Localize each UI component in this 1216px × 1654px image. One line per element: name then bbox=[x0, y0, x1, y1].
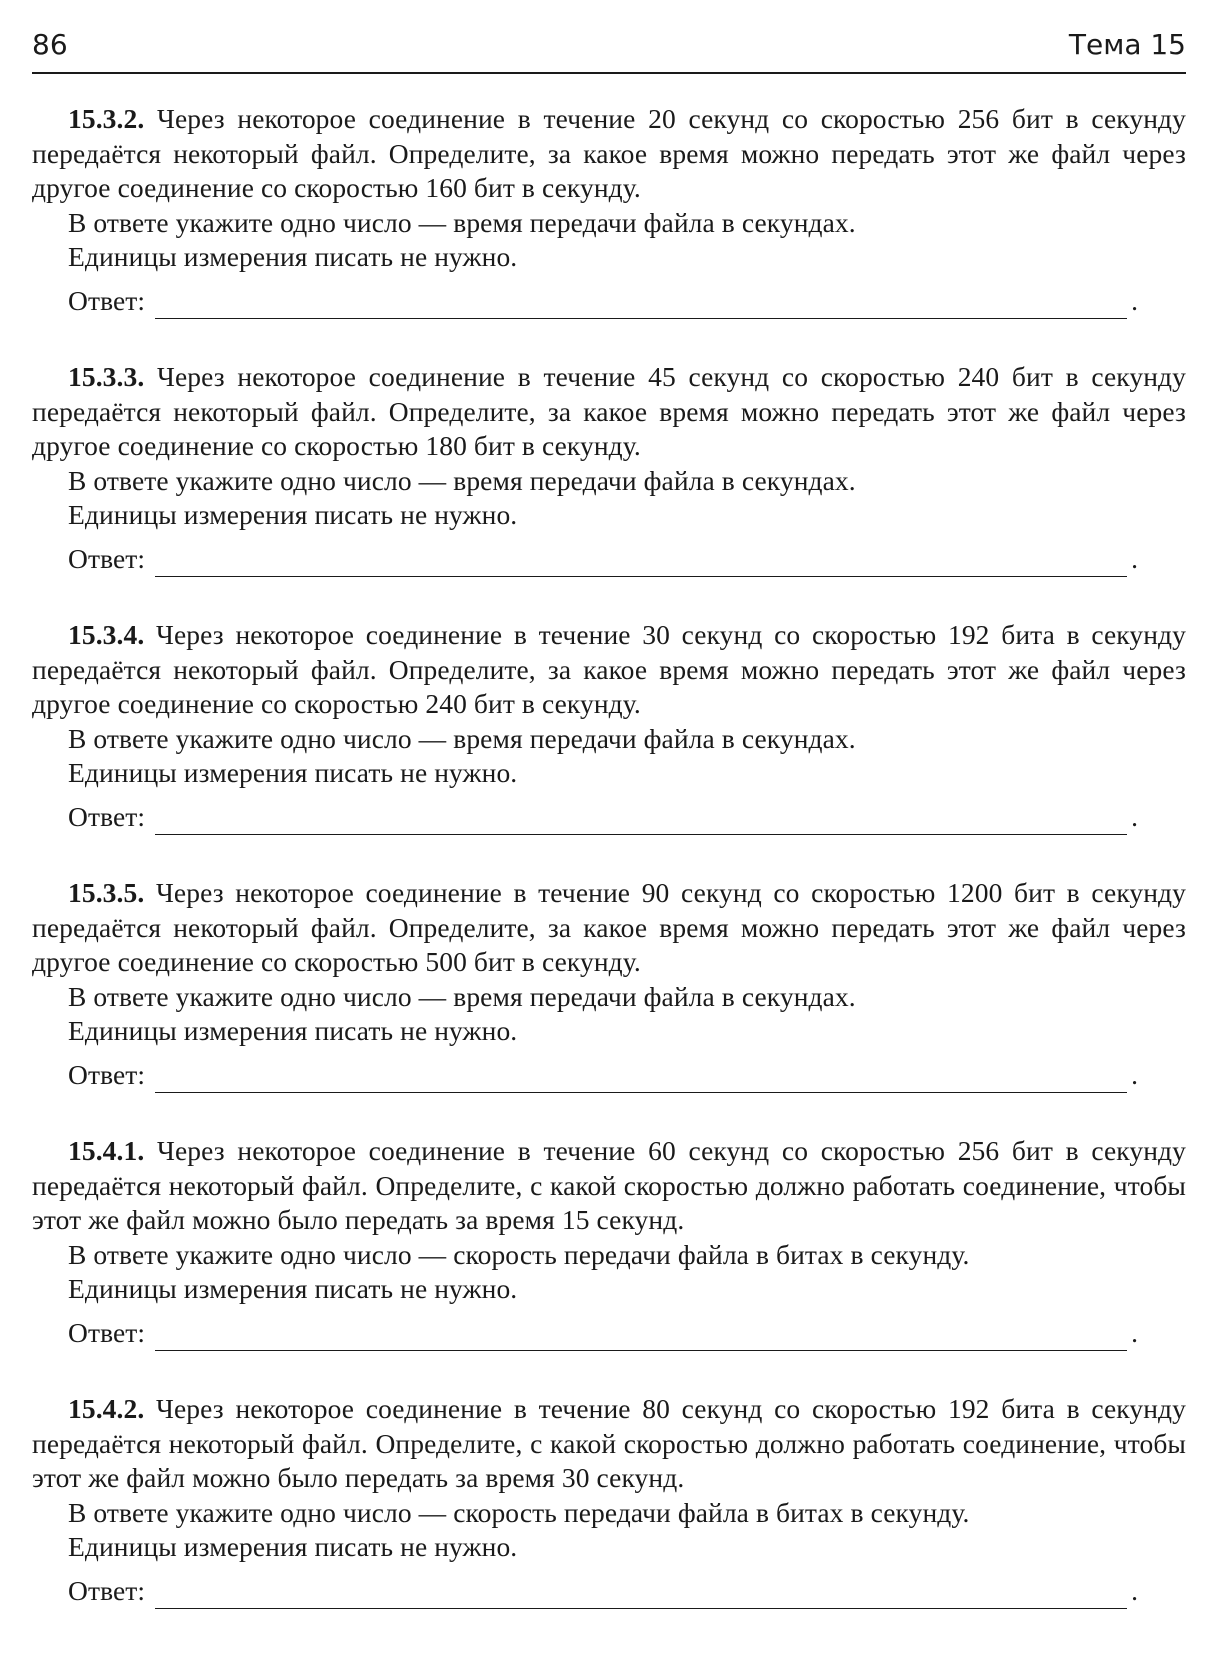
answer-instruction: В ответе укажите одно число — время передачи файла в секундах. bbox=[68, 206, 856, 238]
units-note: Единицы измерения писать не нужно. bbox=[68, 757, 518, 788]
answer-row bbox=[68, 287, 1186, 319]
units-note: Единицы измерения писать не нужно. bbox=[68, 1273, 518, 1304]
problem-15-3-5 bbox=[32, 876, 1186, 1134]
answer-end-dot: . bbox=[1131, 285, 1139, 316]
problem-statement bbox=[32, 618, 1186, 722]
answer-row bbox=[68, 803, 1186, 835]
units-note: Единицы измерения писать не нужно. bbox=[68, 499, 518, 530]
problem-statement bbox=[32, 1392, 1186, 1496]
problem-number: 15.4.2. bbox=[68, 1393, 145, 1424]
units-note: Единицы измерения писать не нужно. bbox=[68, 1015, 518, 1046]
answer-label: Ответ: bbox=[68, 1575, 146, 1606]
answer-instruction: В ответе укажите одно число — скорость передачи файла в битах в секунду. bbox=[68, 1238, 970, 1270]
problem-list bbox=[32, 102, 1186, 1650]
problem-number: 15.4.1. bbox=[68, 1135, 145, 1166]
answer-row bbox=[68, 1319, 1186, 1351]
problem-15-4-2 bbox=[32, 1392, 1186, 1650]
units-note: Единицы измерения писать не нужно. bbox=[68, 1531, 518, 1562]
answer-end-dot: . bbox=[1131, 1059, 1139, 1090]
answer-field[interactable] bbox=[155, 292, 1127, 319]
answer-row bbox=[68, 545, 1186, 577]
answer-instruction: В ответе укажите одно число — время передачи файла в секундах. bbox=[68, 980, 856, 1012]
answer-field[interactable] bbox=[155, 808, 1127, 835]
answer-field[interactable] bbox=[155, 1582, 1127, 1609]
page-number: 86 bbox=[32, 28, 68, 61]
answer-field[interactable] bbox=[155, 1066, 1127, 1093]
answer-instruction: В ответе укажите одно число — время передачи файла в секундах. bbox=[68, 464, 856, 496]
answer-end-dot: . bbox=[1131, 1575, 1139, 1606]
answer-label: Ответ: bbox=[68, 1317, 146, 1348]
problem-number: 15.3.5. bbox=[68, 877, 145, 908]
problem-statement bbox=[32, 360, 1186, 464]
problem-text: Через некоторое соединение в течение 60 секунд со скоростью 256 бит в секунду передаётся некоторый файл. Определите, с какой скоростью должно работать соединение, чтобы этот же файл можно было передать за время 15 секунд. bbox=[32, 1135, 1186, 1235]
problem-number: 15.3.4. bbox=[68, 619, 145, 650]
answer-label: Ответ: bbox=[68, 543, 146, 574]
answer-row bbox=[68, 1061, 1186, 1093]
answer-end-dot: . bbox=[1131, 543, 1139, 574]
problem-text: Через некоторое соединение в течение 80 секунд со скоростью 192 бита в секунду передаётся некоторый файл. Определите, с какой скоростью должно работать соединение, чтобы этот же файл можно было передать за время 30 секунд. bbox=[32, 1393, 1186, 1493]
answer-end-dot: . bbox=[1131, 801, 1139, 832]
answer-label: Ответ: bbox=[68, 1059, 146, 1090]
answer-field[interactable] bbox=[155, 550, 1127, 577]
page-header bbox=[32, 20, 1186, 74]
units-note: Единицы измерения писать не нужно. bbox=[68, 241, 518, 272]
problem-text: Через некоторое соединение в течение 20 секунд со скоростью 256 бит в секунду передаётся некоторый файл. Определите, за какое время можно передать этот же файл через другое соединение со скоростью 160 бит в секунду. bbox=[32, 103, 1186, 203]
answer-instruction: В ответе укажите одно число — скорость передачи файла в битах в секунду. bbox=[68, 1496, 970, 1528]
answer-label: Ответ: bbox=[68, 801, 146, 832]
answer-row bbox=[68, 1577, 1186, 1609]
answer-instruction: В ответе укажите одно число — время передачи файла в секундах. bbox=[68, 722, 856, 754]
problem-15-4-1 bbox=[32, 1134, 1186, 1392]
problem-statement bbox=[32, 102, 1186, 206]
problem-15-3-2 bbox=[32, 102, 1186, 360]
answer-label: Ответ: bbox=[68, 285, 146, 316]
problem-number: 15.3.2. bbox=[68, 103, 145, 134]
problem-number: 15.3.3. bbox=[68, 361, 145, 392]
answer-field[interactable] bbox=[155, 1324, 1127, 1351]
problem-text: Через некоторое соединение в течение 45 секунд со скоростью 240 бит в секунду передаётся некоторый файл. Определите, за какое время можно передать этот же файл через другое соединение со скоростью 180 бит в секунду. bbox=[32, 361, 1186, 461]
problem-statement bbox=[32, 876, 1186, 980]
problem-text: Через некоторое соединение в течение 90 секунд со скоростью 1200 бит в секунду передаётся некоторый файл. Определите, за какое время можно передать этот же файл через другое соединение со скоростью 500 бит в секунду. bbox=[32, 877, 1186, 977]
problem-statement bbox=[32, 1134, 1186, 1238]
topic-title: Тема 15 bbox=[1068, 28, 1186, 61]
problem-15-3-4 bbox=[32, 618, 1186, 876]
answer-end-dot: . bbox=[1131, 1317, 1139, 1348]
problem-15-3-3 bbox=[32, 360, 1186, 618]
problem-text: Через некоторое соединение в течение 30 секунд со скоростью 192 бита в секунду передаётся некоторый файл. Определите, за какое время можно передать этот же файл через другое соединение со скоростью 240 бит в секунду. bbox=[32, 619, 1186, 719]
